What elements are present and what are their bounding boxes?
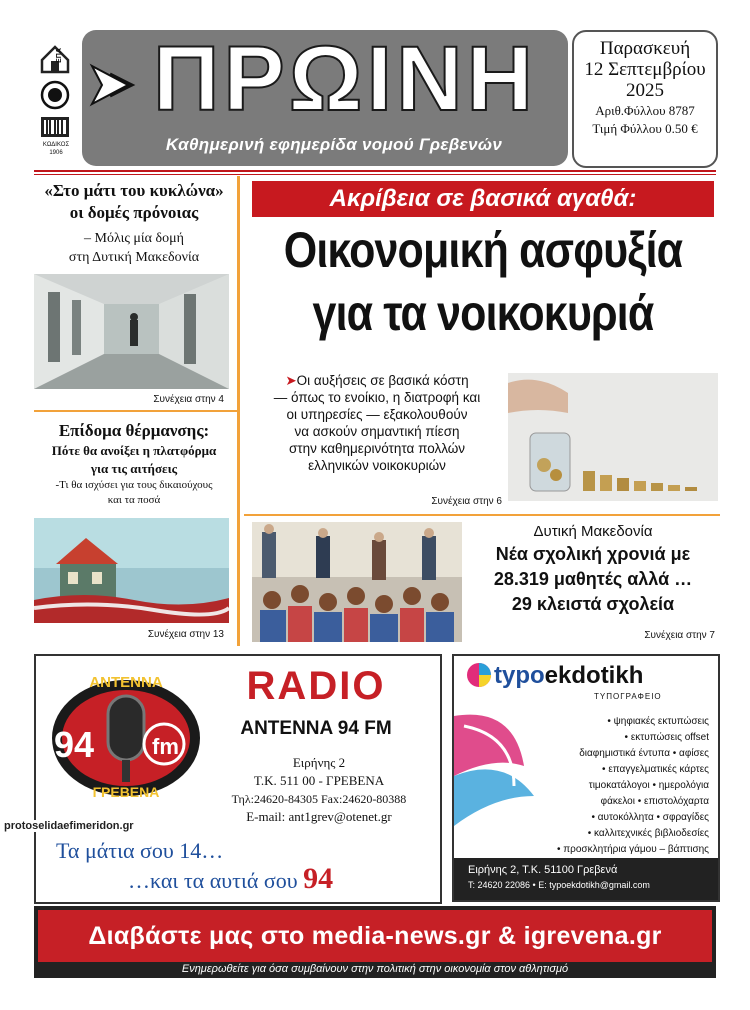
bottom-subline: Ενημερωθείτε για όσα συμβαίνουν στην πολιτική στην οικονομία στον αθλητισμό <box>181 963 569 975</box>
radio-email: E-mail: ant1grev@otenet.gr <box>246 809 392 824</box>
typo-brand: typoekdotikh <box>494 662 644 689</box>
column-divider <box>237 176 240 646</box>
story-subtitle: – Μόλις μία δομή <box>84 231 184 246</box>
hospital-corridor-photo <box>34 274 229 389</box>
arrow-icon: ➤ <box>285 373 297 388</box>
lead-body-line: να ασκούν σημαντική πίεση <box>294 424 460 439</box>
lead-body-line: ελληνικών νοικοκυριών <box>308 458 446 473</box>
typo-service: • εκτυπώσεις offset <box>624 732 709 743</box>
top-rule <box>34 170 716 172</box>
typo-contact: T: 24620 22086 • E: typoekdotikh@gmail.com <box>468 880 650 890</box>
left-marks <box>36 42 76 167</box>
radio-slogan-1: Τα μάτια σου 14… <box>56 838 224 863</box>
bottom-banner[interactable] <box>34 906 716 978</box>
typo-service: φάκελοι • επιστολόχαρτα <box>600 796 709 807</box>
story-region: Δυτική Μακεδονία <box>533 523 653 540</box>
radio-address: Ειρήνης 2 <box>292 755 346 770</box>
lead-kicker: Ακρίβεια σε βασικά αγαθά: <box>329 185 637 212</box>
story-note: και τα ποσά <box>107 494 161 506</box>
radio-phones: Τηλ:24620-84305 Fax:24620-80388 <box>231 792 407 806</box>
story-note: -Τι θα ισχύσει για τους δικαιούχους <box>55 479 213 491</box>
lead-headline <box>244 218 722 344</box>
typo-footer <box>454 858 718 900</box>
story-title: «Στο μάτι του κυκλώνα» <box>44 181 224 200</box>
seal-icon <box>40 80 70 110</box>
typo-service: • αυτοκόλλητα • σφραγίδες <box>591 812 709 823</box>
radio-ad[interactable] <box>34 654 442 904</box>
story-heating-allowance <box>34 420 234 508</box>
story-care-structures <box>34 180 234 267</box>
typo-logo-icon <box>466 662 492 688</box>
continued-link[interactable]: Συνέχεια στην 7 <box>644 630 715 641</box>
newspaper-subtitle: Καθημερινή εφημερίδα νομού Γρεβενών <box>165 135 503 154</box>
top-rule-2 <box>34 174 716 175</box>
issue-day: Παρασκευή <box>599 38 691 59</box>
issue-price: Τιμή Φύλλου 0.50 € <box>592 121 698 136</box>
issue-info-box <box>572 30 718 168</box>
issue-date: 12 Σεπτεμβρίου <box>584 59 706 80</box>
lead-divider <box>244 514 720 516</box>
radio-contact <box>201 754 437 826</box>
lead-body-line: ➤Οι αυξήσεις σε βασικά κόστη <box>285 373 469 388</box>
story-title: οι δομές πρόνοιας <box>69 203 199 222</box>
story-title: Νέα σχολική χρονιά με <box>495 544 691 564</box>
lead-headline-line2: για τα νοικοκυριά <box>312 285 654 341</box>
story-divider <box>34 410 237 412</box>
lead-body-line: — όπως το ενοίκιο, η διατροφή και <box>273 390 481 405</box>
typo-service: • επαγγελματικές κάρτες <box>602 764 709 775</box>
typo-service: διαφημιστικά έντυπα • αφίσες <box>579 748 709 759</box>
radio-station: ANTENNA 94 FM <box>240 718 392 739</box>
radio-address: Τ.Κ. 511 00 - ΓΡΕΒΕΝΑ <box>253 773 385 788</box>
code-label: ΚΩΔΙΚΟΣ <box>42 142 70 148</box>
lead-body-line: στην καθημερινότητα πολλών <box>288 441 466 456</box>
typo-service: • προσκλητήρια γάμου – βάπτισης <box>557 844 709 855</box>
issue-number: Αριθ.Φύλλου 8787 <box>595 103 695 118</box>
typo-service: τιμοκατάλογοι • ημερολόγια <box>588 780 709 791</box>
story-title: Επίδομα θέρμανσης: <box>58 421 210 440</box>
lead-body-line: οι υπηρεσίες — εξακολουθούν <box>286 407 468 422</box>
continued-link[interactable]: Συνέχεια στην 4 <box>153 394 224 405</box>
lead-kicker-banner <box>252 181 714 217</box>
watermark: protoselidaefimeridon.gr <box>4 820 134 832</box>
school-ceremony-photo <box>252 522 462 642</box>
typo-tagline: ΤΥΠΟΓΡΑΦΕΙΟ <box>594 692 662 701</box>
epa-label: ΕΠΑ <box>55 48 63 63</box>
story-school-year <box>468 522 718 617</box>
story-subtitle: στη Δυτική Μακεδονία <box>68 250 200 265</box>
continued-link[interactable]: Συνέχεια στην 6 <box>431 496 502 507</box>
radio-slogan-number: 94 <box>303 862 334 895</box>
radio-logo-fm: fm <box>152 734 179 759</box>
radio-logo-bottom: ΓΡΕΒΕΝΑ <box>92 784 160 800</box>
code-number: 1906 <box>49 150 63 156</box>
bottom-headline: Διαβάστε μας στο media-news.gr & igrevena.gr <box>88 922 662 950</box>
story-title: 29 κλειστά σχολεία <box>511 594 675 614</box>
typo-service: • ψηφιακές εκτυπώσεις <box>607 716 709 727</box>
coins-jar-photo <box>508 373 718 501</box>
radio-logo-number: 94 <box>54 724 95 765</box>
story-subtitle: για τις αιτήσεις <box>90 461 178 476</box>
bottom-red-band <box>38 910 712 962</box>
house-model-photo <box>34 518 229 623</box>
radio-logo-top: ΑΝΤΕΝΝΑ <box>89 674 163 691</box>
issue-year: 2025 <box>626 80 664 101</box>
lead-headline-line1: Οικονομική ασφυξία <box>283 222 683 278</box>
radio-slogan-2: …και τα αυτιά σου 94 <box>128 862 334 895</box>
newspaper-title: ΠΡΩΙΝΗ <box>152 28 537 130</box>
typo-address: Ειρήνης 2, Τ.Κ. 51100 Γρεβενά <box>468 864 618 876</box>
radio-brand: RADIO <box>246 664 386 708</box>
typo-service: • καλλιτεχνικές βιβλιοδεσίες <box>587 828 709 839</box>
story-title: 28.319 μαθητές αλλά … <box>493 569 693 589</box>
typo-services <box>544 714 709 858</box>
story-subtitle: Πότε θα ανοίξει η πλατφόρμα <box>51 443 217 458</box>
continued-link[interactable]: Συνέχεια στην 13 <box>147 629 224 640</box>
lead-body <box>252 372 502 474</box>
typo-ad[interactable] <box>452 654 720 902</box>
barcode-icon <box>40 116 70 138</box>
